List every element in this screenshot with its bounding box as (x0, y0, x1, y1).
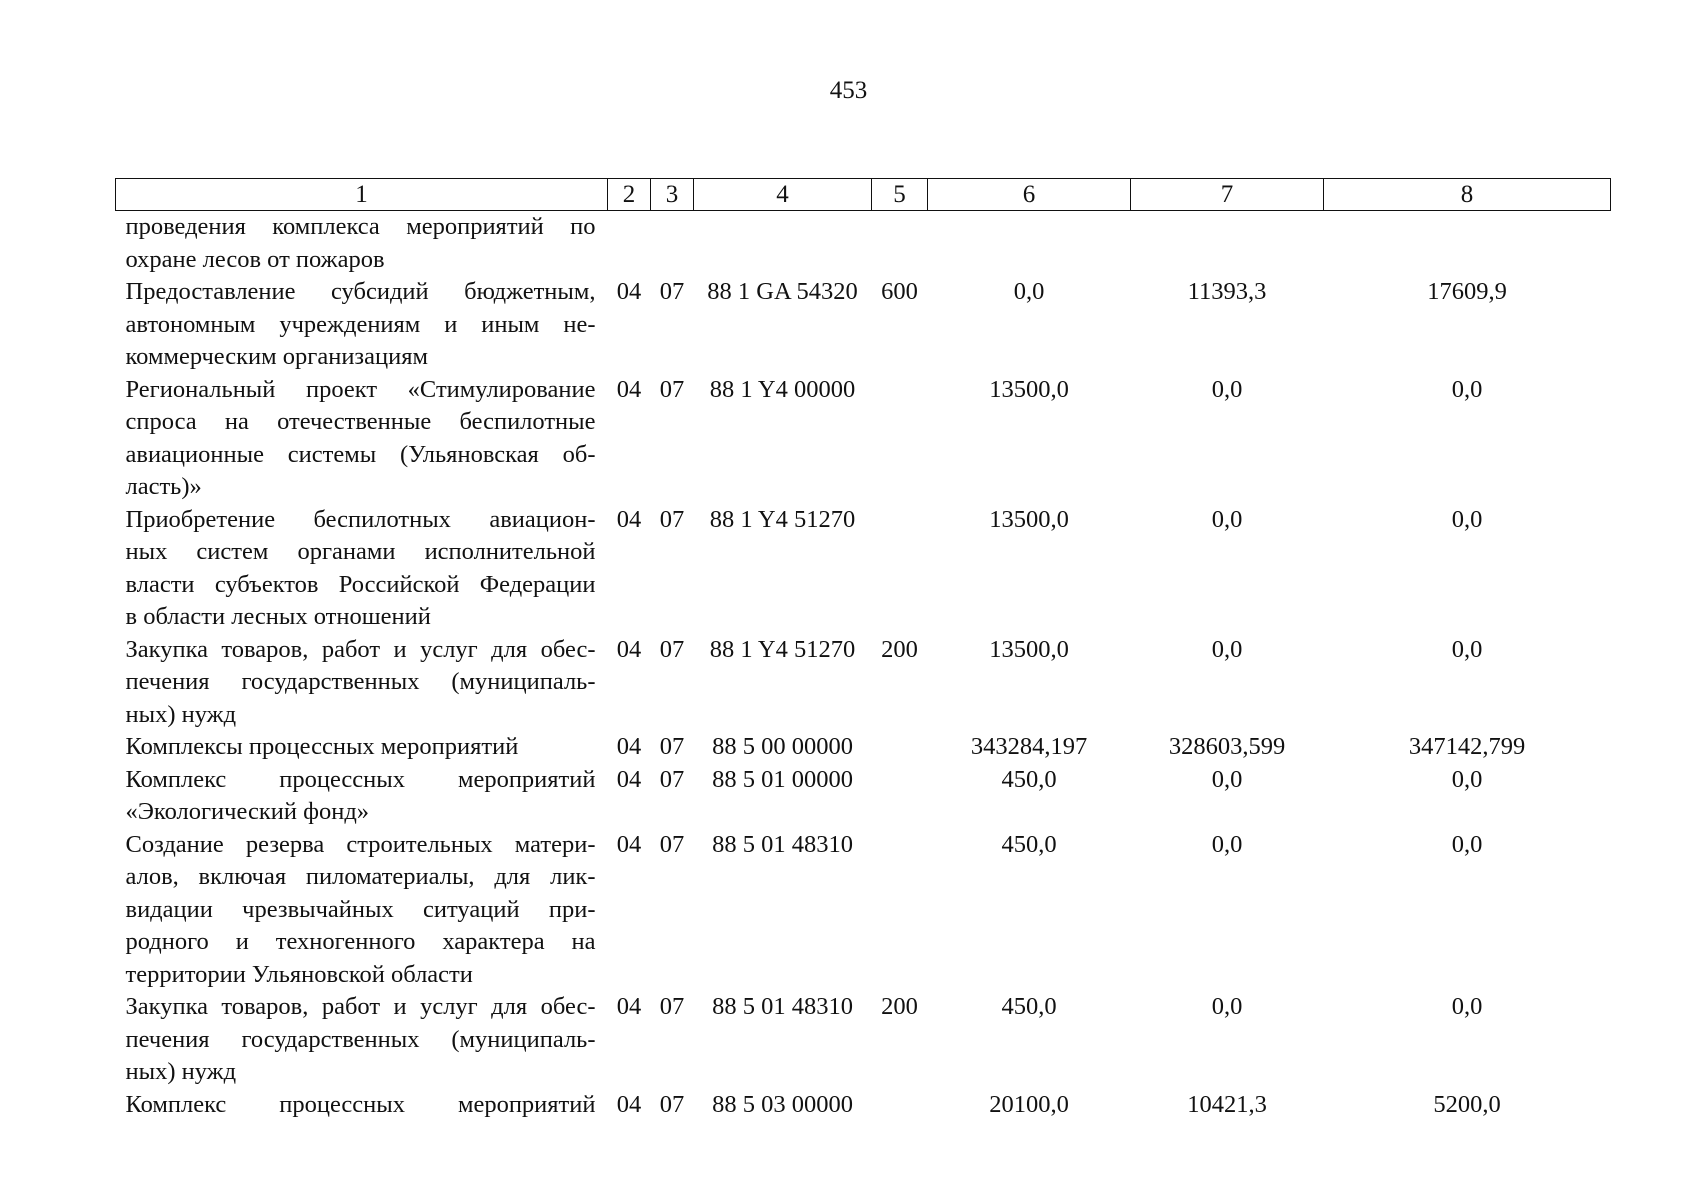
row-expense-type-code (872, 829, 928, 992)
row-amount-col-6: 13500,0 (989, 375, 1069, 403)
row-name-line: спроса на отечественные беспилотные (125, 408, 596, 435)
header-row (116, 179, 1611, 211)
row-name-cell (116, 211, 608, 277)
row-target-article-code: 88 5 01 48310 (712, 830, 853, 858)
row-name-cell (116, 374, 608, 504)
row-amount-col-7: 0,0 (1211, 830, 1243, 858)
row-name-line: проведения комплекса мероприятий по (125, 213, 596, 240)
row-name-line: ласть)» (125, 473, 202, 500)
row-name-cell (116, 634, 608, 732)
row-subsection-code: 07 (659, 375, 685, 403)
row-target-article-code: 88 1 Y4 51270 (709, 635, 856, 663)
row-subsection-code: 07 (659, 993, 685, 1020)
row-target-article-code (694, 211, 872, 277)
row-subsection-code: 07 (659, 830, 685, 858)
header-col-1: 1 (116, 179, 608, 211)
table-row (116, 504, 1611, 634)
row-name-line: Приобретение беспилотных авиацион- (125, 505, 596, 533)
row-target-article-code: 88 1 Y4 00000 (709, 375, 856, 403)
row-name-line: Комплекс процессных мероприятий (125, 765, 596, 793)
row-amount-col-7 (1131, 211, 1324, 277)
header-col-4: 4 (694, 179, 872, 211)
row-amount-col-6: 343284,197 (970, 733, 1088, 760)
row-expense-type-code: 600 (881, 278, 918, 305)
row-amount-col-6 (928, 211, 1131, 277)
row-expense-type-code (872, 764, 928, 829)
row-name-line: Закупка товаров, работ и услуг для обес- (125, 993, 596, 1020)
row-expense-type-code (872, 211, 928, 277)
row-amount-col-8: 0,0 (1451, 635, 1483, 663)
row-name-line: в области лесных отношений (125, 603, 431, 630)
row-name-line: алов, включая пиломатериалы, для лик- (125, 863, 596, 890)
row-section-code: 04 (616, 830, 642, 858)
row-amount-col-7: 0,0 (1211, 993, 1243, 1020)
row-section-code: 04 (616, 993, 642, 1020)
row-amount-col-6: 450,0 (1001, 765, 1057, 793)
table-body (116, 211, 1611, 1122)
row-amount-col-8: 5200,0 (1433, 1090, 1501, 1118)
row-target-article-code: 88 5 00 00000 (712, 733, 853, 760)
row-name-line: ных) нужд (125, 700, 237, 728)
table-row (116, 634, 1611, 732)
table-row (116, 731, 1611, 764)
page-number: 453 (829, 77, 868, 104)
row-amount-col-8: 17609,9 (1427, 278, 1507, 305)
row-section-code: 04 (616, 1090, 642, 1118)
row-amount-col-6: 0,0 (1013, 278, 1045, 305)
row-name-line: коммерческим организациям (125, 343, 428, 370)
row-target-article-code: 88 1 Y4 51270 (709, 505, 856, 533)
row-amount-col-8 (1324, 211, 1611, 277)
row-name-cell (116, 829, 608, 992)
row-name-cell (116, 764, 608, 829)
row-amount-col-6: 20100,0 (989, 1090, 1069, 1118)
table-header (116, 179, 1611, 211)
row-subsection-code: 07 (659, 733, 685, 760)
row-name-line: ных систем органами исполнительной (125, 538, 596, 565)
row-name-line: власти субъектов Российской Федерации (125, 570, 596, 598)
row-amount-col-6: 13500,0 (989, 505, 1069, 533)
row-expense-type-code: 200 (881, 993, 918, 1020)
row-name-line: ных) нужд (125, 1058, 237, 1085)
row-expense-type-code: 200 (881, 635, 918, 663)
row-name-line: Закупка товаров, работ и услуг для обес- (125, 635, 596, 663)
row-name-line: родного и техногенного характера на (125, 928, 596, 955)
header-col-7: 7 (1131, 179, 1324, 211)
row-section-code: 04 (616, 765, 642, 793)
table-row (116, 1089, 1611, 1122)
row-name-cell (116, 276, 608, 374)
row-subsection-code: 07 (659, 278, 685, 305)
row-section-code: 04 (616, 505, 642, 533)
budget-table (115, 178, 1611, 1121)
row-name-cell (116, 1089, 608, 1122)
row-amount-col-7: 328603,599 (1168, 733, 1286, 760)
row-name-cell (116, 504, 608, 634)
row-subsection-code: 07 (659, 505, 685, 533)
row-name-line: Создание резерва строительных матери- (125, 830, 596, 858)
row-section-code: 04 (616, 375, 642, 403)
row-amount-col-8: 0,0 (1451, 375, 1483, 403)
table-row (116, 829, 1611, 992)
row-name-line: «Экологический фонд» (125, 798, 370, 825)
row-amount-col-8: 347142,799 (1408, 733, 1526, 760)
row-amount-col-6: 13500,0 (989, 635, 1069, 663)
row-name-line: Региональный проект «Стимулирование (125, 375, 596, 403)
row-name-line: печения государственных (муниципаль- (125, 668, 596, 695)
row-amount-col-8: 0,0 (1451, 993, 1483, 1020)
row-amount-col-6: 450,0 (1001, 993, 1057, 1020)
row-amount-col-8: 0,0 (1451, 830, 1483, 858)
row-amount-col-7: 0,0 (1211, 505, 1243, 533)
header-col-6: 6 (928, 179, 1131, 211)
row-expense-type-code (872, 504, 928, 634)
row-name-line: Комплексы процессных мероприятий (125, 733, 519, 760)
table-row (116, 211, 1611, 277)
row-expense-type-code (872, 1089, 928, 1122)
row-name-line: территории Ульяновской области (125, 960, 473, 988)
row-expense-type-code (872, 374, 928, 504)
table-row (116, 764, 1611, 829)
row-target-article-code: 88 1 GA 54320 (707, 278, 858, 305)
row-subsection-code: 07 (659, 635, 685, 663)
row-name-line: Комплекс процессных мероприятий (125, 1090, 596, 1118)
row-amount-col-8: 0,0 (1451, 765, 1483, 793)
row-amount-col-7: 0,0 (1211, 375, 1243, 403)
row-section-code: 04 (616, 635, 642, 663)
row-amount-col-7: 10421,3 (1187, 1090, 1267, 1118)
row-expense-type-code (872, 731, 928, 764)
header-col-8: 8 (1324, 179, 1611, 211)
row-subsection-code (651, 211, 694, 277)
row-name-line: Предоставление субсидий бюджетным, (125, 278, 596, 305)
table-row (116, 374, 1611, 504)
header-col-3: 3 (651, 179, 694, 211)
row-name-line: автономным учреждениям и иным не- (125, 310, 596, 338)
row-section-code (608, 211, 651, 277)
row-section-code: 04 (616, 733, 642, 760)
row-amount-col-8: 0,0 (1451, 505, 1483, 533)
row-name-line: авиационные системы (Ульяновская об- (125, 440, 596, 468)
row-target-article-code: 88 5 01 48310 (712, 993, 853, 1020)
row-amount-col-6: 450,0 (1001, 830, 1057, 858)
row-subsection-code: 07 (659, 765, 685, 793)
row-target-article-code: 88 5 01 00000 (712, 765, 853, 793)
table-row (116, 991, 1611, 1089)
row-name-cell (116, 731, 608, 764)
row-name-line: видации чрезвычайных ситуаций при- (125, 895, 596, 923)
row-name-line: охране лесов от пожаров (125, 245, 385, 273)
row-amount-col-7: 11393,3 (1187, 278, 1267, 305)
row-subsection-code: 07 (659, 1090, 685, 1118)
row-section-code: 04 (616, 278, 642, 305)
row-name-line: печения государственных (муниципаль- (125, 1025, 596, 1053)
row-amount-col-7: 0,0 (1211, 765, 1243, 793)
header-col-5: 5 (872, 179, 928, 211)
row-amount-col-7: 0,0 (1211, 635, 1243, 663)
row-name-cell (116, 991, 608, 1089)
table-row (116, 276, 1611, 374)
header-col-2: 2 (608, 179, 651, 211)
row-target-article-code: 88 5 03 00000 (712, 1090, 853, 1118)
